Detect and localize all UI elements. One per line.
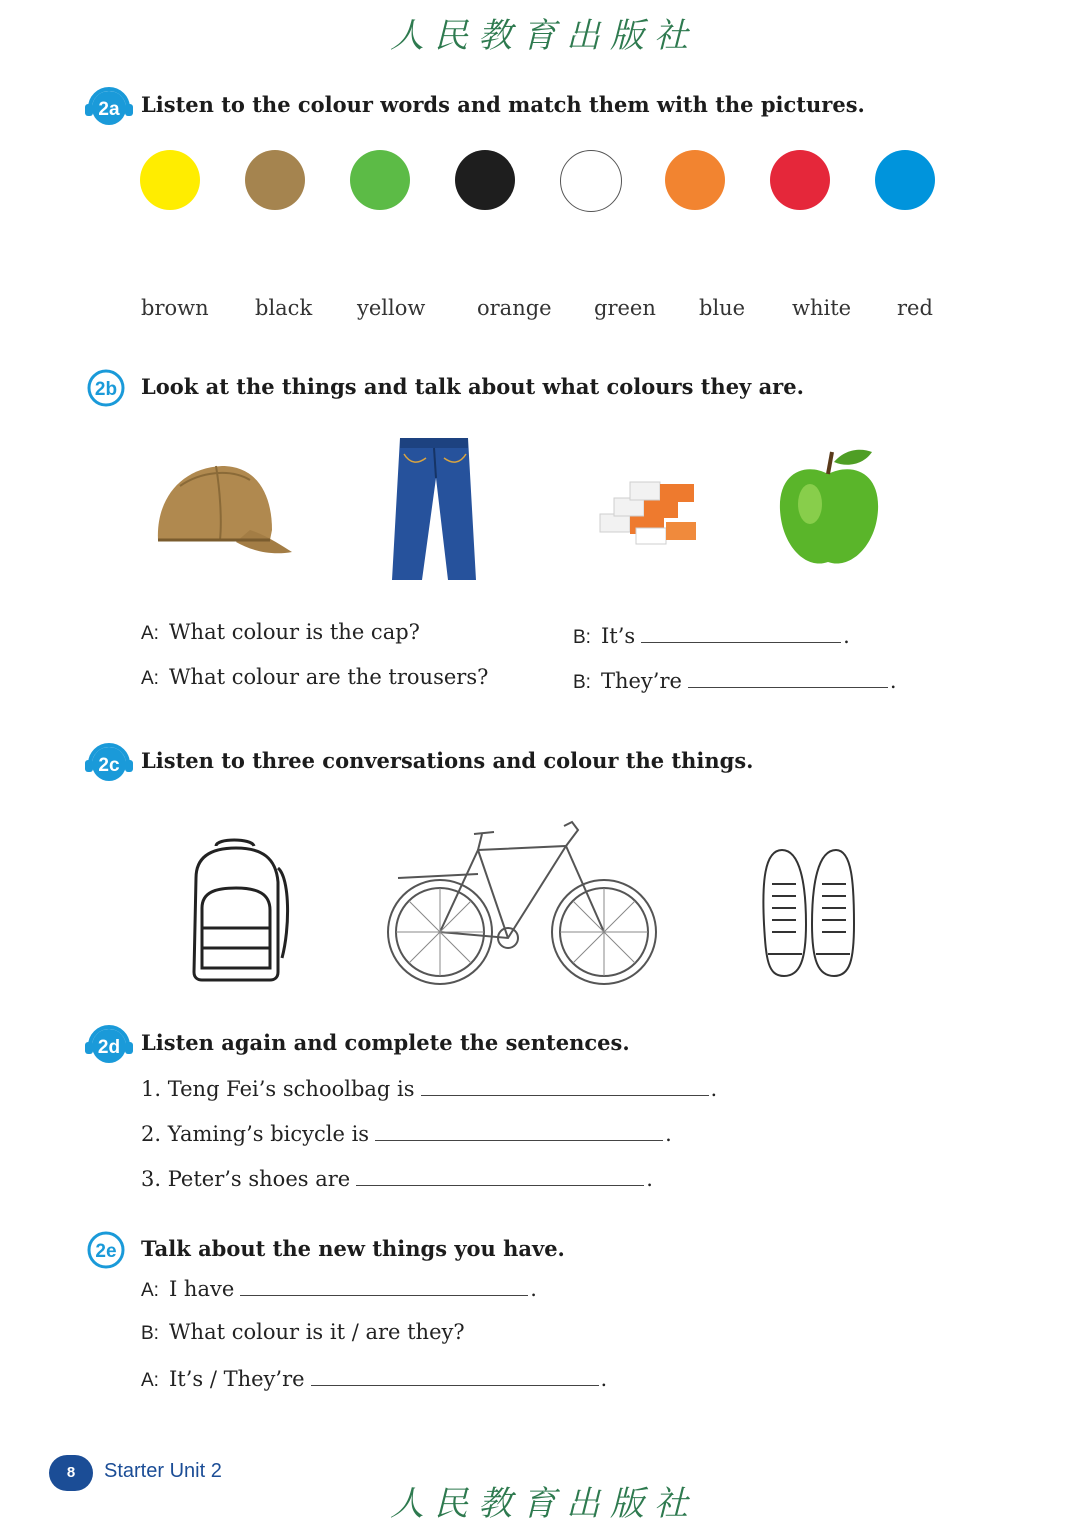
sentence-2d-3: 3. Peter’s shoes are . [141, 1167, 653, 1191]
section-number-2c: 2c [98, 755, 120, 776]
schoolbag-outline-picture[interactable] [186, 838, 290, 987]
colour-word-orange[interactable]: orange [477, 296, 552, 320]
shoes-outline-picture[interactable] [758, 844, 860, 986]
colour-word-blue[interactable]: blue [699, 296, 746, 320]
speaker-label: A: [141, 668, 159, 689]
answer-blank-trousers[interactable] [688, 667, 888, 688]
colour-circle-blue[interactable] [875, 150, 935, 210]
listening-badge-2d [84, 1022, 124, 1062]
colour-circle-brown[interactable] [245, 150, 305, 210]
dialogue-2b-line-1: A: What colour is the cap? [141, 620, 420, 644]
speaking-badge-2e [86, 1230, 126, 1270]
answer-blank-bicycle[interactable] [375, 1120, 663, 1141]
colour-circle-white[interactable] [560, 150, 622, 212]
section-number-2d: 2d [97, 1037, 121, 1058]
section-number-2b: 2b [94, 379, 118, 400]
colour-word-black[interactable]: black [255, 296, 313, 320]
cap-picture [150, 460, 300, 564]
section-number-2e: 2e [95, 1241, 117, 1262]
colour-word-yellow[interactable]: yellow [357, 296, 426, 320]
colour-word-brown[interactable]: brown [141, 296, 209, 320]
speaking-badge-2b [86, 368, 126, 408]
speaker-label: B: [573, 672, 591, 693]
section-number-2a: 2a [98, 99, 120, 120]
trousers-picture [388, 434, 480, 588]
publisher-watermark-top: 人民教育出版社 [390, 16, 698, 56]
colour-word-red[interactable]: red [897, 296, 933, 320]
speaker-label: A: [141, 1370, 159, 1391]
listening-badge-2c [84, 740, 124, 780]
publisher-watermark-bottom: 人民教育出版社 [390, 1484, 698, 1524]
instruction-2a: Listen to the colour words and match them with the pictures. [141, 92, 865, 117]
bicycle-outline-picture[interactable] [378, 818, 664, 992]
colour-circle-yellow[interactable] [140, 150, 200, 210]
colour-circle-black[interactable] [455, 150, 515, 210]
dialogue-2e-line-2: B: What colour is it / are they? [141, 1320, 465, 1344]
answer-blank-new-thing[interactable] [240, 1275, 528, 1296]
unit-title: Starter Unit 2 [104, 1460, 222, 1482]
answer-blank-shoes[interactable] [356, 1165, 644, 1186]
colour-word-white[interactable]: white [792, 296, 852, 320]
instruction-2b: Look at the things and talk about what colours they are. [141, 374, 804, 399]
speaker-label: B: [573, 627, 591, 648]
colour-circle-orange[interactable] [665, 150, 725, 210]
apple-picture [776, 444, 882, 578]
dialogue-2b-line-3: A: What colour are the trousers? [141, 665, 489, 689]
speaker-label: B: [141, 1323, 159, 1344]
speaker-label: A: [141, 623, 159, 644]
sentence-2d-2: 2. Yaming’s bicycle is . [141, 1122, 672, 1146]
answer-blank-cap[interactable] [641, 622, 841, 643]
dialogue-2e-line-1: A: I have . [141, 1277, 537, 1301]
dialogue-2b-line-4: B: They’re . [573, 669, 897, 693]
answer-blank-schoolbag[interactable] [421, 1075, 709, 1096]
dialogue-2b-line-2: B: It’s . [573, 624, 850, 648]
colour-circle-red[interactable] [770, 150, 830, 210]
answer-blank-colour[interactable] [311, 1365, 599, 1386]
dialogue-2e-line-3: A: It’s / They’re . [141, 1367, 608, 1391]
listening-badge-2a [84, 84, 124, 124]
instruction-2c: Listen to three conversations and colour the things. [141, 748, 754, 773]
colour-word-green[interactable]: green [594, 296, 656, 320]
sentence-2d-1: 1. Teng Fei’s schoolbag is . [141, 1077, 718, 1101]
instruction-2d: Listen again and complete the sentences. [141, 1030, 630, 1055]
speaker-label: A: [141, 1280, 159, 1301]
page-number: 8 [49, 1455, 93, 1491]
colour-circle-green[interactable] [350, 150, 410, 210]
erasers-picture [596, 466, 702, 554]
instruction-2e: Talk about the new things you have. [141, 1236, 565, 1261]
